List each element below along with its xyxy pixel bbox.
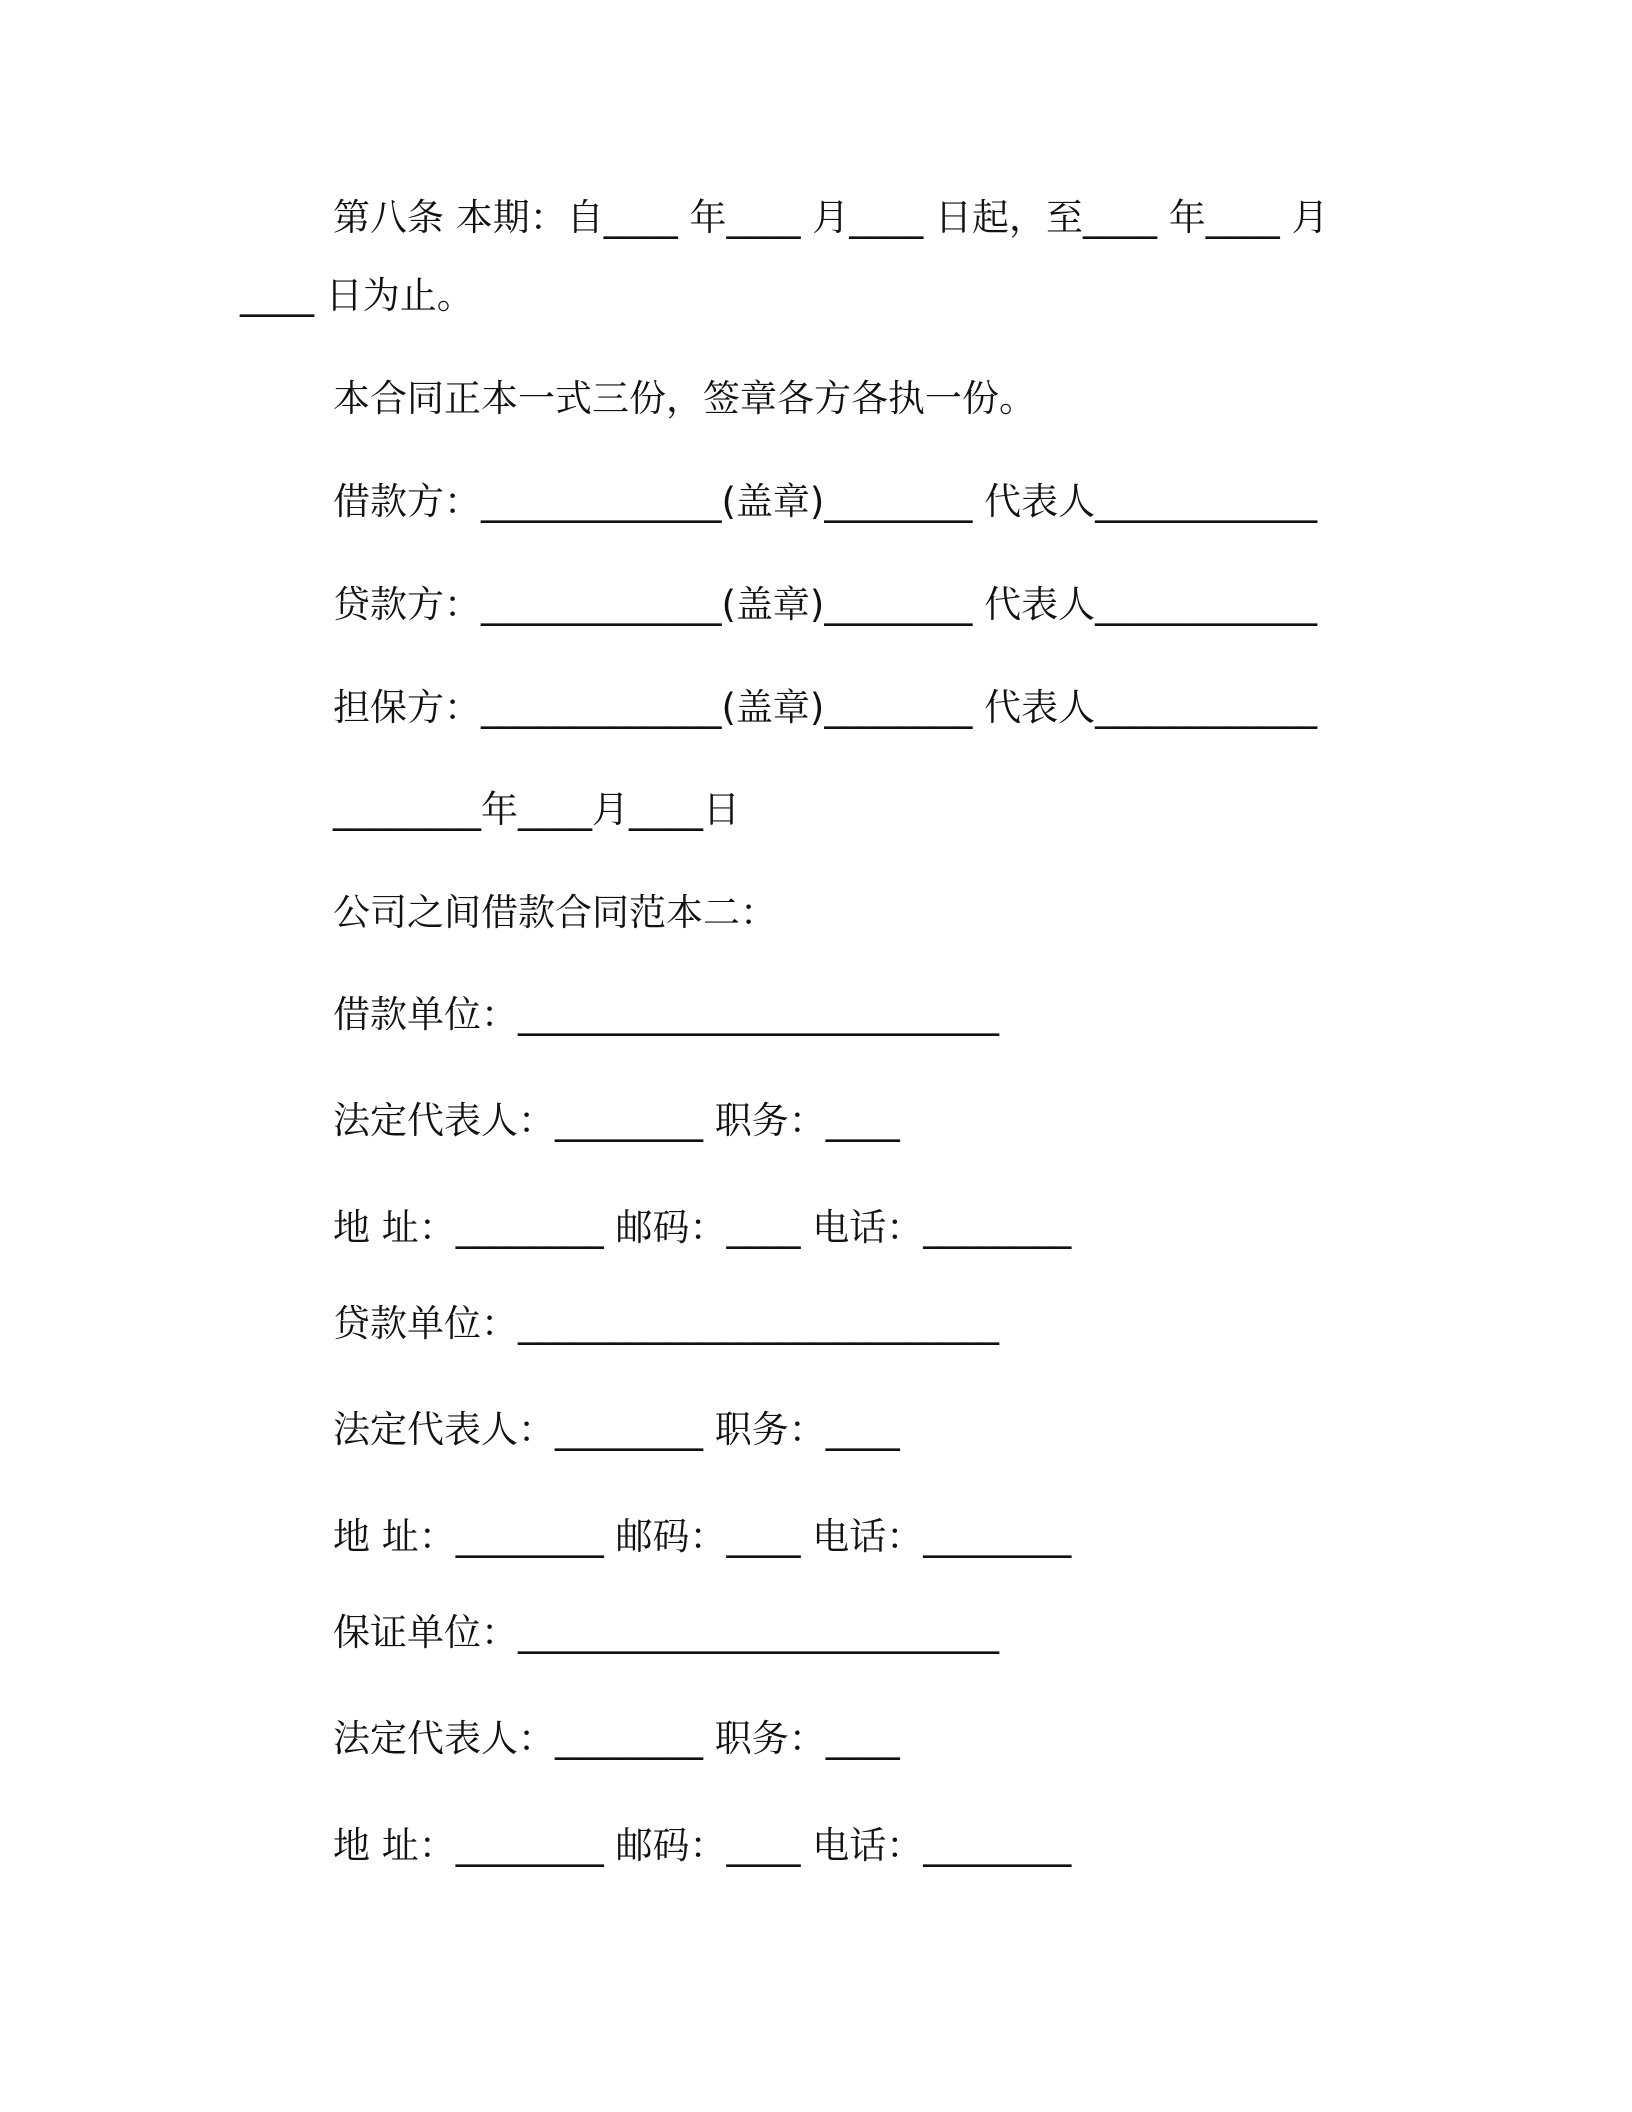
guarantee-unit-line: 保证单位：__________________________	[333, 1611, 999, 1654]
article-8-term-end-line: ____ 日为止。	[240, 274, 474, 317]
template-two-heading: 公司之间借款合同范本二：	[333, 891, 777, 934]
guarantor-signature-line: 担保方：_____________(盖章)________ 代表人____________	[333, 686, 1318, 729]
borrowing-address-line: 地 址：________ 邮码：____ 电话：________	[333, 1206, 1072, 1249]
borrower-signature-line: 借款方：_____________(盖章)________ 代表人____________	[333, 480, 1318, 523]
lender-signature-line: 贷款方：_____________(盖章)________ 代表人____________	[333, 583, 1318, 626]
lending-legal-rep-line: 法定代表人：________ 职务：____	[333, 1408, 900, 1451]
lending-address-line: 地 址：________ 邮码：____ 电话：________	[333, 1515, 1072, 1558]
signing-date-line: ________年____月____日	[333, 788, 740, 831]
borrowing-legal-rep-line: 法定代表人：________ 职务：____	[333, 1099, 900, 1142]
guarantee-address-line: 地 址：________ 邮码：____ 电话：________	[333, 1824, 1072, 1867]
borrowing-unit-line: 借款单位：__________________________	[333, 993, 999, 1036]
copies-clause: 本合同正本一式三份，签章各方各执一份。	[333, 377, 1036, 420]
lending-unit-line: 贷款单位：__________________________	[333, 1302, 999, 1345]
article-8-term-line: 第八条 本期：自____ 年____ 月____ 日起，至____ 年____ 月	[333, 196, 1329, 239]
guarantee-legal-rep-line: 法定代表人：________ 职务：____	[333, 1717, 900, 1760]
